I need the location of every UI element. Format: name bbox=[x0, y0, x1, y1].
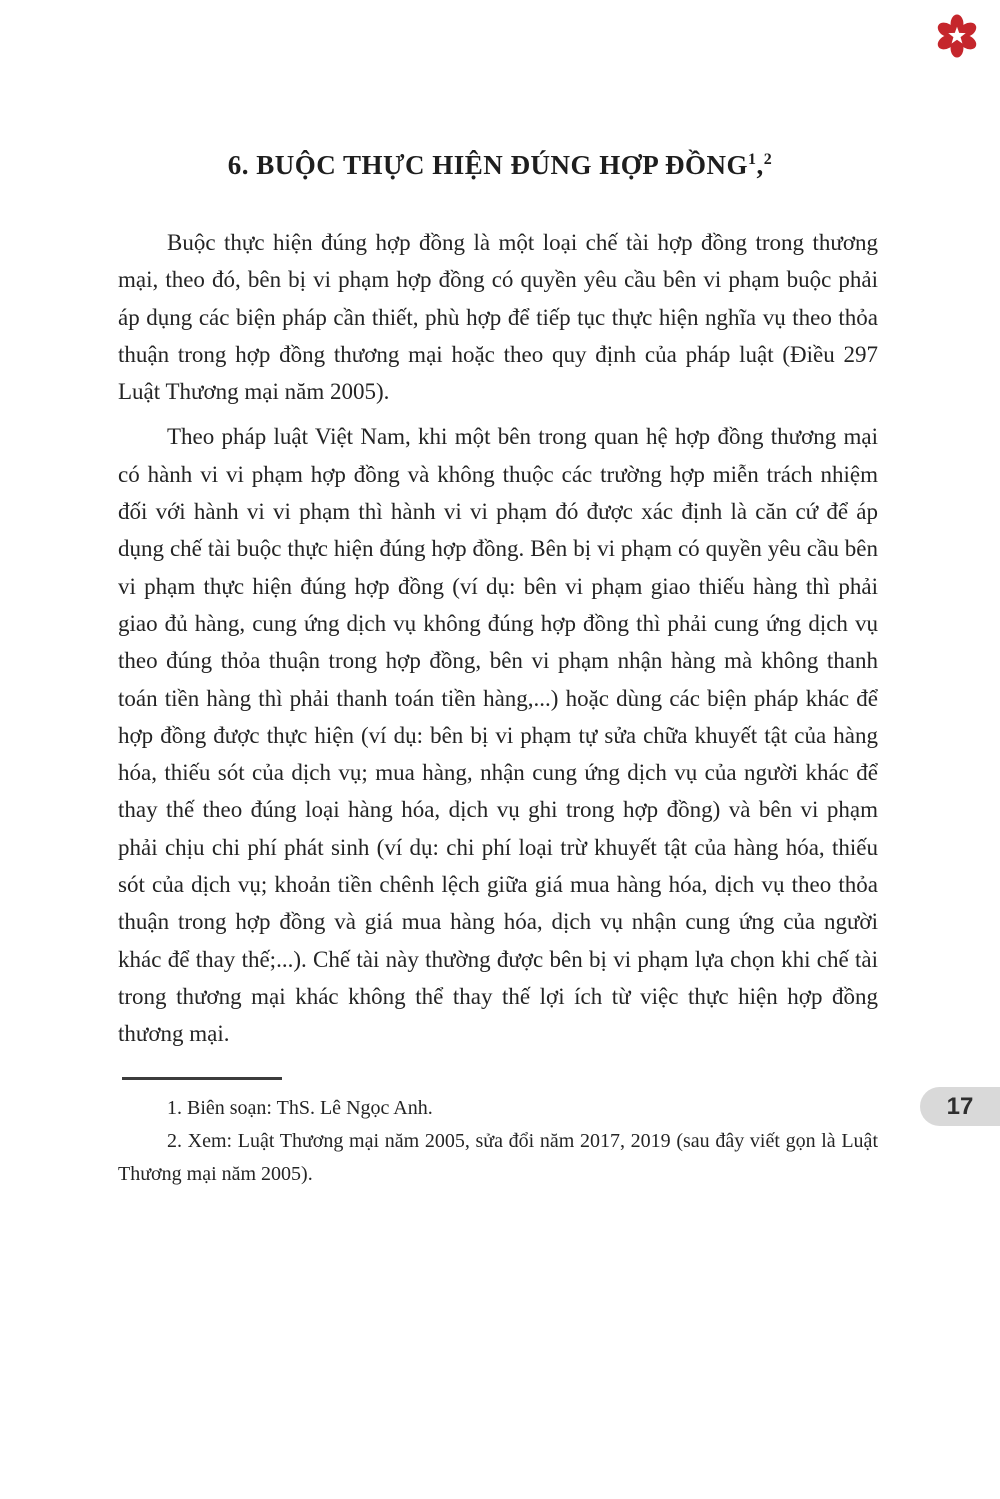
body-paragraph-2: Theo pháp luật Việt Nam, khi một bên trong quan hệ hợp đồng thương mại có hành vi vi phạm hợp đồng và không thuộc các trường hợp miễn trách nhiệm đối với hành vi vi phạm thì hành vi vi phạm đó được xác định là căn cứ để áp dụng chế tài buộc thực hiện đúng hợp đồng. Bên bị vi phạm có quyền yêu cầu bên vi phạm thực hiện đúng hợp đồng (ví dụ: bên vi phạm giao thiếu hàng thì phải giao đủ hàng, cung ứng dịch vụ không đúng hợp đồng thì phải cung ứng dịch vụ theo đúng thỏa thuận trong hợp đồng, bên vi phạm nhận hàng mà không thanh toán tiền hàng thì phải thanh toán tiền hàng,...) hoặc dùng các biện pháp khác để hợp đồng được thực hiện (ví dụ: bên bị vi phạm tự sửa chữa khuyết tật của hàng hóa, thiếu sót của dịch vụ; mua hàng, nhận cung ứng dịch vụ của người khác để thay thế theo đúng loại hàng hóa, dịch vụ ghi trong hợp đồng) và bên vi phạm phải chịu chi phí phát sinh (ví dụ: chi phí loại trừ khuyết tật của hàng hóa, thiếu sót của dịch vụ; khoản tiền chênh lệch giữa giá mua hàng hóa, dịch vụ theo thỏa thuận trong hợp đồng và giá mua hàng hóa, dịch vụ nhận cung ứng của người khác để thay thế;...). Chế tài này thường được bên bị vi phạm lựa chọn khi chế tài trong thương mại khác không thể thay thế lợi ích từ việc thực hiện hợp đồng thương mại. bbox=[118, 424, 878, 1047]
footnote-item-1: 1. Biên soạn: ThS. Lê Ngọc Anh. bbox=[167, 1096, 433, 1119]
flower-ornament-icon bbox=[934, 13, 980, 59]
footnotes-section bbox=[118, 1077, 878, 1191]
body-paragraph-1: Buộc thực hiện đúng hợp đồng là một loại chế tài hợp đồng trong thương mại, theo đó, bên bị vi phạm hợp đồng có quyền yêu cầu bên vi phạm buộc phải áp dụng các biện pháp cần thiết, phù hợp để tiếp tục thực hiện nghĩa vụ theo thỏa thuận trong hợp đồng thương mại hoặc theo quy định của pháp luật (Điều 297 Luật Thương mại năm 2005). bbox=[118, 230, 878, 405]
chapter-title-text: 6. BUỘC THỰC HIỆN ĐÚNG HỢP ĐỒNG bbox=[227, 150, 749, 180]
page-number-badge bbox=[920, 1087, 1000, 1126]
footnote-item-2: 2. Xem: Luật Thương mại năm 2005, sửa đổi năm 2017, 2019 (sau đây viết gọn là Luật Thương mại năm 2005). bbox=[118, 1129, 878, 1185]
title-footnote-ref-1: 1 bbox=[748, 151, 757, 168]
footnote-separator bbox=[122, 1077, 282, 1080]
page-number: 17 bbox=[946, 1092, 974, 1120]
chapter-title bbox=[0, 0, 1000, 184]
title-footnote-separator: , bbox=[756, 150, 764, 180]
title-footnote-ref-2: 2 bbox=[763, 151, 773, 168]
body-text bbox=[118, 224, 878, 1053]
